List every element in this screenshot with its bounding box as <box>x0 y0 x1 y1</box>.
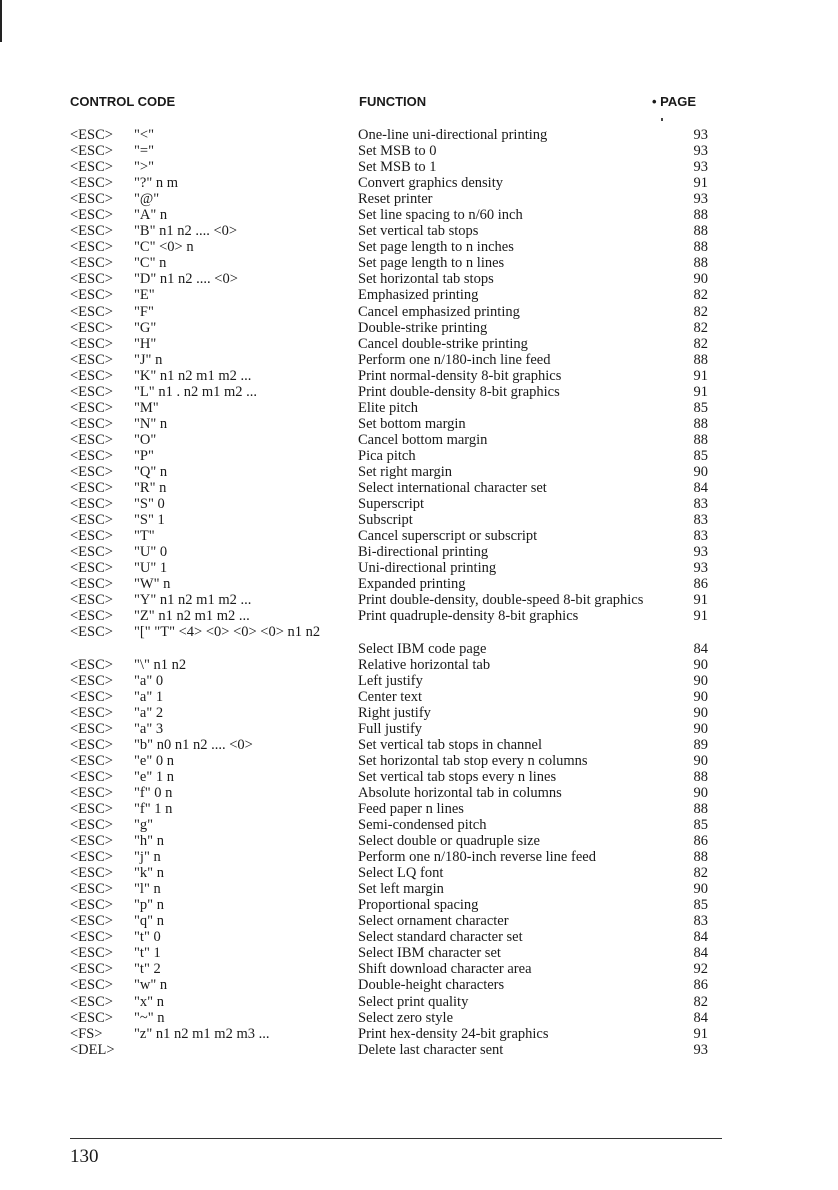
function-description: Print normal-density 8-bit graphics <box>358 367 562 384</box>
function-description: Set page length to n lines <box>358 255 505 272</box>
scan-speck <box>661 118 663 121</box>
control-code: "Z" n1 n2 m1 m2 ... <box>134 608 250 625</box>
function-description: Semi-condensed pitch <box>358 817 487 834</box>
function-description: Print quadruple-density 8-bit graphics <box>358 608 579 625</box>
function-description: Set MSB to 1 <box>358 159 437 176</box>
function-description: Print double-density 8-bit graphics <box>358 383 560 400</box>
table-row <box>0 657 838 673</box>
page-reference: 85 <box>693 817 708 834</box>
page-reference: 91 <box>693 175 708 192</box>
function-description: Full justify <box>358 720 423 737</box>
control-prefix: <ESC> <box>70 656 113 673</box>
function-description: Perform one n/180-inch line feed <box>358 351 551 368</box>
control-prefix: <ESC> <box>70 1009 113 1026</box>
table-row <box>0 1026 838 1042</box>
table-row <box>0 576 838 592</box>
control-prefix: <ESC> <box>70 865 113 882</box>
control-prefix: <ESC> <box>70 223 113 240</box>
function-description: Set horizontal tab stop every n columns <box>358 752 588 769</box>
page-reference: 90 <box>693 784 708 801</box>
control-prefix: <ESC> <box>70 319 113 336</box>
control-code: "t" 2 <box>134 961 161 978</box>
control-prefix: <ESC> <box>70 447 113 464</box>
page-reference: 90 <box>693 688 708 705</box>
table-row <box>0 287 838 303</box>
table-row <box>0 769 838 785</box>
function-description: Select LQ font <box>358 865 444 882</box>
function-description: Set left margin <box>358 881 444 898</box>
page-reference: 83 <box>693 512 708 529</box>
control-prefix: <ESC> <box>70 496 113 513</box>
page-reference: 91 <box>693 608 708 625</box>
page-reference: 90 <box>693 672 708 689</box>
control-prefix: <ESC> <box>70 784 113 801</box>
function-description: Print double-density, double-speed 8-bit graphics <box>358 592 644 609</box>
table-row <box>0 785 838 801</box>
table-row <box>0 544 838 560</box>
page-reference: 84 <box>693 480 708 497</box>
control-code: "e" 0 n <box>134 752 175 769</box>
control-code: "a" 3 <box>134 720 164 737</box>
table-row <box>0 721 838 737</box>
control-prefix: <ESC> <box>70 833 113 850</box>
page-reference: 88 <box>693 849 708 866</box>
control-code: "R" n <box>134 480 167 497</box>
function-description: Perform one n/180-inch reverse line feed <box>358 849 596 866</box>
function-description: Cancel double-strike printing <box>358 335 528 352</box>
page-reference: 88 <box>693 351 708 368</box>
control-prefix: <ESC> <box>70 287 113 304</box>
table-row <box>0 255 838 271</box>
function-description: Right justify <box>358 704 431 721</box>
control-prefix: <ESC> <box>70 367 113 384</box>
function-description: Superscript <box>358 496 425 513</box>
control-prefix: <ESC> <box>70 239 113 256</box>
page-reference: 82 <box>693 335 708 352</box>
page-reference: 84 <box>693 640 708 657</box>
table-row <box>0 673 838 689</box>
page-reference: 93 <box>693 127 708 143</box>
page-reference: 90 <box>693 720 708 737</box>
function-description: Bi-directional printing <box>358 544 489 561</box>
function-description: Shift download character area <box>358 961 532 978</box>
page-reference: 88 <box>693 431 708 448</box>
function-description: Set bottom margin <box>358 415 466 432</box>
control-prefix: <ESC> <box>70 624 113 641</box>
page-reference: 84 <box>693 929 708 946</box>
page-reference: 90 <box>693 881 708 898</box>
function-description: Uni-directional printing <box>358 560 497 577</box>
control-prefix: <ESC> <box>70 720 113 737</box>
function-description: Select zero style <box>358 1009 454 1026</box>
control-code: "?" n m <box>134 175 179 192</box>
table-row <box>0 127 838 143</box>
page-reference: 82 <box>693 865 708 882</box>
control-code: "C" <0> n <box>134 239 194 256</box>
control-code: "j" n <box>134 849 161 866</box>
function-description: Select ornament character <box>358 913 509 930</box>
table-row <box>0 929 838 945</box>
table-row <box>0 1042 838 1058</box>
table-row <box>0 994 838 1010</box>
control-prefix: <ESC> <box>70 335 113 352</box>
function-description: Elite pitch <box>358 399 418 416</box>
function-description: Set vertical tab stops every n lines <box>358 768 557 785</box>
function-description: Set horizontal tab stops <box>358 271 494 288</box>
page-reference: 93 <box>693 159 708 176</box>
function-description: Print hex-density 24-bit graphics <box>358 1025 549 1042</box>
function-description: Subscript <box>358 512 413 529</box>
control-code: "e" 1 n <box>134 768 175 785</box>
table-row <box>0 977 838 993</box>
table-row <box>0 817 838 833</box>
table-row <box>0 592 838 608</box>
table-row <box>0 512 838 528</box>
page-reference: 88 <box>693 207 708 224</box>
function-description: Proportional spacing <box>358 897 479 914</box>
page-reference: 88 <box>693 415 708 432</box>
page-reference: 90 <box>693 463 708 480</box>
control-code: "Q" n <box>134 463 168 480</box>
function-description: Cancel bottom margin <box>358 431 488 448</box>
control-prefix: <ESC> <box>70 608 113 625</box>
control-code: "S" 1 <box>134 512 165 529</box>
control-code: "l" n <box>134 881 161 898</box>
function-description: Double-strike printing <box>358 319 488 336</box>
page-reference: 85 <box>693 399 708 416</box>
table-row <box>0 175 838 191</box>
control-prefix: <ESC> <box>70 560 113 577</box>
control-prefix: <DEL> <box>70 1041 115 1058</box>
control-code: "O" <box>134 431 157 448</box>
table-row <box>0 913 838 929</box>
function-description: Select double or quadruple size <box>358 833 540 850</box>
control-code-table <box>0 127 838 1058</box>
control-code: "z" n1 n2 m1 m2 m3 ... <box>134 1025 270 1042</box>
header-function: FUNCTION <box>359 94 427 109</box>
control-code: "D" n1 n2 .... <0> <box>134 271 238 288</box>
control-code: "w" n <box>134 977 168 994</box>
control-prefix: <ESC> <box>70 528 113 545</box>
control-code: "T" <box>134 528 155 545</box>
function-description: Set page length to n inches <box>358 239 514 256</box>
page-reference: 83 <box>693 913 708 930</box>
control-code: "U" 0 <box>134 544 168 561</box>
control-prefix: <ESC> <box>70 127 113 143</box>
page-reference: 82 <box>693 303 708 320</box>
table-row <box>0 528 838 544</box>
page-reference: 93 <box>693 191 708 208</box>
page-reference: 91 <box>693 592 708 609</box>
page-reference: 90 <box>693 271 708 288</box>
control-prefix: <ESC> <box>70 977 113 994</box>
control-prefix: <ESC> <box>70 961 113 978</box>
function-description: Select IBM code page <box>358 640 487 657</box>
control-code: "F" <box>134 303 154 320</box>
page-reference: 84 <box>693 1009 708 1026</box>
table-row <box>0 705 838 721</box>
table-row <box>0 641 838 657</box>
control-code: "J" n <box>134 351 163 368</box>
table-row <box>0 480 838 496</box>
function-description: Emphasized printing <box>358 287 479 304</box>
control-code: "G" <box>134 319 157 336</box>
table-row <box>0 191 838 207</box>
table-row <box>0 833 838 849</box>
function-description: Set MSB to 0 <box>358 143 437 160</box>
page-reference: 88 <box>693 768 708 785</box>
function-description: Double-height characters <box>358 977 505 994</box>
control-code: "<" <box>134 127 155 143</box>
control-code: "B" n1 n2 .... <0> <box>134 223 238 240</box>
table-row <box>0 897 838 913</box>
control-prefix: <ESC> <box>70 159 113 176</box>
table-row <box>0 496 838 512</box>
control-prefix: <ESC> <box>70 800 113 817</box>
control-code: "M" <box>134 399 159 416</box>
control-code: "A" n <box>134 207 168 224</box>
control-code: "E" <box>134 287 155 304</box>
table-row <box>0 271 838 287</box>
control-code: "p" n <box>134 897 164 914</box>
control-code: "[" "T" <4> <0> <0> <0> n1 n2 <box>134 624 321 641</box>
control-prefix: <ESC> <box>70 143 113 160</box>
page-number: 130 <box>70 1146 99 1167</box>
table-row <box>0 352 838 368</box>
page-reference: 82 <box>693 287 708 304</box>
table-row <box>0 304 838 320</box>
control-code: "f" 1 n <box>134 800 173 817</box>
header-page: • PAGE <box>652 94 697 109</box>
table-row <box>0 159 838 175</box>
page-reference: 90 <box>693 704 708 721</box>
page-reference: 93 <box>693 560 708 577</box>
control-code: "H" <box>134 335 157 352</box>
control-code: "W" n <box>134 576 171 593</box>
table-row <box>0 1010 838 1026</box>
control-prefix: <ESC> <box>70 576 113 593</box>
page-reference: 92 <box>693 961 708 978</box>
function-description: Cancel emphasized printing <box>358 303 520 320</box>
table-row <box>0 432 838 448</box>
control-prefix: <ESC> <box>70 881 113 898</box>
table-row <box>0 801 838 817</box>
control-prefix: <ESC> <box>70 544 113 561</box>
control-code: "Y" n1 n2 m1 m2 ... <box>134 592 252 609</box>
control-prefix: <ESC> <box>70 271 113 288</box>
page-reference: 88 <box>693 223 708 240</box>
control-code: "C" n <box>134 255 167 272</box>
control-code: "x" n <box>134 993 164 1010</box>
function-description: Select standard character set <box>358 929 523 946</box>
control-code: "f" 0 n <box>134 784 173 801</box>
table-row <box>0 624 838 640</box>
table-row <box>0 865 838 881</box>
control-code: "t" 0 <box>134 929 161 946</box>
control-code: "a" 0 <box>134 672 164 689</box>
control-prefix: <ESC> <box>70 383 113 400</box>
page-reference: 88 <box>693 800 708 817</box>
page-reference: 93 <box>693 143 708 160</box>
table-row <box>0 239 838 255</box>
function-description: Feed paper n lines <box>358 800 464 817</box>
table-row <box>0 881 838 897</box>
control-code: "P" <box>134 447 154 464</box>
control-code: "k" n <box>134 865 164 882</box>
function-description: Select print quality <box>358 993 469 1010</box>
page-reference: 90 <box>693 752 708 769</box>
table-row <box>0 143 838 159</box>
table-row <box>0 737 838 753</box>
control-prefix: <ESC> <box>70 817 113 834</box>
control-prefix: <ESC> <box>70 480 113 497</box>
control-prefix: <FS> <box>70 1025 103 1042</box>
control-prefix: <ESC> <box>70 207 113 224</box>
table-row <box>0 961 838 977</box>
function-description: One-line uni-directional printing <box>358 127 548 143</box>
function-description: Relative horizontal tab <box>358 656 491 673</box>
table-row <box>0 560 838 576</box>
control-prefix: <ESC> <box>70 913 113 930</box>
table-row <box>0 400 838 416</box>
page-reference: 91 <box>693 383 708 400</box>
control-code: "@" <box>134 191 160 208</box>
function-description: Pica pitch <box>358 447 416 464</box>
page-reference: 90 <box>693 656 708 673</box>
control-prefix: <ESC> <box>70 752 113 769</box>
table-row <box>0 849 838 865</box>
control-prefix: <ESC> <box>70 399 113 416</box>
control-code: "b" n0 n1 n2 .... <0> <box>134 736 253 753</box>
control-prefix: <ESC> <box>70 191 113 208</box>
page-reference: 91 <box>693 367 708 384</box>
scan-edge-mark <box>0 0 2 42</box>
control-prefix: <ESC> <box>70 688 113 705</box>
control-prefix: <ESC> <box>70 175 113 192</box>
table-row <box>0 464 838 480</box>
table-row <box>0 608 838 624</box>
control-prefix: <ESC> <box>70 351 113 368</box>
control-code: "\" n1 n2 <box>134 656 187 673</box>
page-reference: 82 <box>693 993 708 1010</box>
table-row <box>0 416 838 432</box>
page-reference: 85 <box>693 897 708 914</box>
control-prefix: <ESC> <box>70 736 113 753</box>
control-code: "h" n <box>134 833 164 850</box>
control-prefix: <ESC> <box>70 897 113 914</box>
control-code: "N" n <box>134 415 168 432</box>
page-reference: 85 <box>693 447 708 464</box>
control-code: "L" n1 . n2 m1 m2 ... <box>134 383 258 400</box>
table-row <box>0 223 838 239</box>
function-description: Select international character set <box>358 480 547 497</box>
control-code: "a" 2 <box>134 704 164 721</box>
control-prefix: <ESC> <box>70 431 113 448</box>
page-reference: 83 <box>693 528 708 545</box>
table-row <box>0 945 838 961</box>
page-reference: 88 <box>693 255 708 272</box>
table-row <box>0 336 838 352</box>
control-code: "t" 1 <box>134 945 161 962</box>
control-prefix: <ESC> <box>70 993 113 1010</box>
footer-rule <box>70 1138 722 1139</box>
table-row <box>0 384 838 400</box>
page-reference: 84 <box>693 945 708 962</box>
page-reference: 89 <box>693 736 708 753</box>
page-reference: 86 <box>693 576 708 593</box>
function-description: Left justify <box>358 672 423 689</box>
control-prefix: <ESC> <box>70 704 113 721</box>
function-description: Set vertical tab stops <box>358 223 479 240</box>
function-description: Set right margin <box>358 463 452 480</box>
function-description: Set vertical tab stops in channel <box>358 736 543 753</box>
page-reference: 82 <box>693 319 708 336</box>
table-row <box>0 368 838 384</box>
page-reference: 88 <box>693 239 708 256</box>
control-code: "K" n1 n2 m1 m2 ... <box>134 367 252 384</box>
page-reference: 83 <box>693 496 708 513</box>
page-reference: 91 <box>693 1025 708 1042</box>
control-code: "g" <box>134 817 154 834</box>
table-row <box>0 753 838 769</box>
control-prefix: <ESC> <box>70 929 113 946</box>
control-code: "=" <box>134 143 155 160</box>
control-code: "S" 0 <box>134 496 165 513</box>
table-row <box>0 689 838 705</box>
control-prefix: <ESC> <box>70 592 113 609</box>
page-reference: 93 <box>693 1041 708 1058</box>
table-row <box>0 320 838 336</box>
control-prefix: <ESC> <box>70 415 113 432</box>
table-row <box>0 448 838 464</box>
control-prefix: <ESC> <box>70 303 113 320</box>
page-reference: 86 <box>693 977 708 994</box>
function-description: Center text <box>358 688 423 705</box>
table-row <box>0 207 838 223</box>
control-prefix: <ESC> <box>70 463 113 480</box>
control-prefix: <ESC> <box>70 672 113 689</box>
control-code: "~" n <box>134 1009 165 1026</box>
header-control-code: CONTROL CODE <box>70 94 176 109</box>
control-code: "U" 1 <box>134 560 168 577</box>
control-prefix: <ESC> <box>70 255 113 272</box>
function-description: Expanded printing <box>358 576 466 593</box>
control-prefix: <ESC> <box>70 512 113 529</box>
function-description: Reset printer <box>358 191 433 208</box>
control-code: "q" n <box>134 913 164 930</box>
page-reference: 93 <box>693 544 708 561</box>
control-code: ">" <box>134 159 155 176</box>
function-description: Cancel superscript or subscript <box>358 528 538 545</box>
control-prefix: <ESC> <box>70 849 113 866</box>
function-description: Delete last character sent <box>358 1041 504 1058</box>
function-description: Convert graphics density <box>358 175 503 192</box>
control-prefix: <ESC> <box>70 945 113 962</box>
function-description: Absolute horizontal tab in columns <box>358 784 562 801</box>
control-code: "a" 1 <box>134 688 164 705</box>
function-description: Select IBM character set <box>358 945 501 962</box>
function-description: Set line spacing to n/60 inch <box>358 207 523 224</box>
page-reference: 86 <box>693 833 708 850</box>
control-prefix: <ESC> <box>70 768 113 785</box>
